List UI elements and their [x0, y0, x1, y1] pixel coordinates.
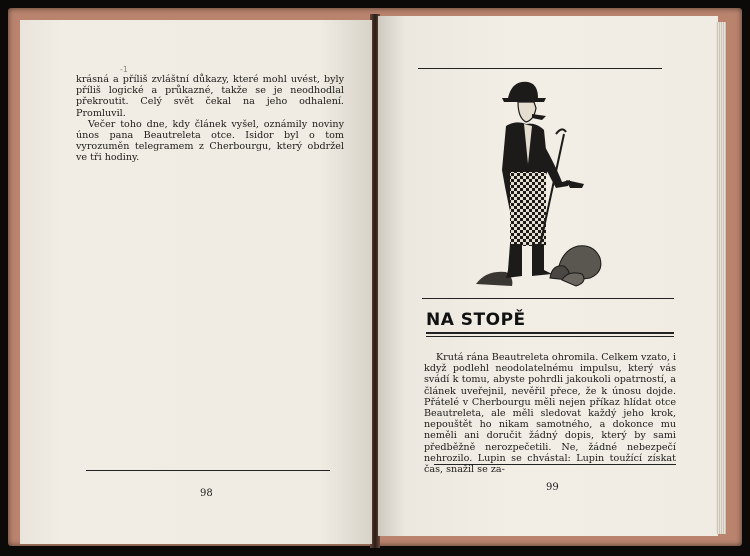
right-page: [378, 16, 718, 536]
footer-rule: [434, 464, 676, 465]
page-edges: [716, 22, 726, 534]
chapter-title: NA STOPĚ: [426, 310, 526, 330]
right-page-text: [424, 352, 676, 475]
page-number: 99: [546, 482, 559, 493]
left-page-text: [76, 74, 344, 164]
pencil-mark: -1: [120, 65, 128, 74]
left-page: [20, 20, 372, 544]
detective-illustration: [466, 74, 626, 296]
title-rule-bottom: [426, 332, 674, 334]
page-number: 98: [200, 488, 213, 499]
title-rule-bottom-thin: [426, 336, 674, 337]
paragraph: Krutá rána Beautreleta ohromila. Celkem vzato, i když podlehl neodolatelnému impulsu, který vás svádí k tomu, abyste pohrdli jakoukoli opatrností, a článek uveřejnil, nevěřil přece, že k únosu dojde. Přátelé v Cherbourgu měli nejen příkaz hlídat otce Beautreleta, ale měli sledovat každý jeho krok, nepouštět ho nikam samotného, a dokonce mu neměli ani doručit žádný dopis, který by sami předběžně nerozpečetili. Ne, žádné nebezpečí nehrozilo. Lupin se chvástal: Lupin toužící získat čas, snažil se za-: [424, 352, 677, 476]
paragraph: krásná a příliš zvláštní důkazy, které mohl uvést, byly příliš logické a průkazné, takže se je neodhodlal překroutit. Celý svět čekal na jeho odhalení. Promluvil.: [76, 74, 344, 119]
header-rule: [418, 68, 662, 69]
paragraph: Večer toho dne, kdy článek vyšel, oznámily noviny únos pana Beautreleta otce. Isidor byl o tom vyrozuměn telegramem z Cherbourgu, který obdržel ve tři hodiny.: [76, 118, 344, 164]
title-rule-top: [422, 298, 674, 299]
footer-rule: [86, 470, 330, 471]
